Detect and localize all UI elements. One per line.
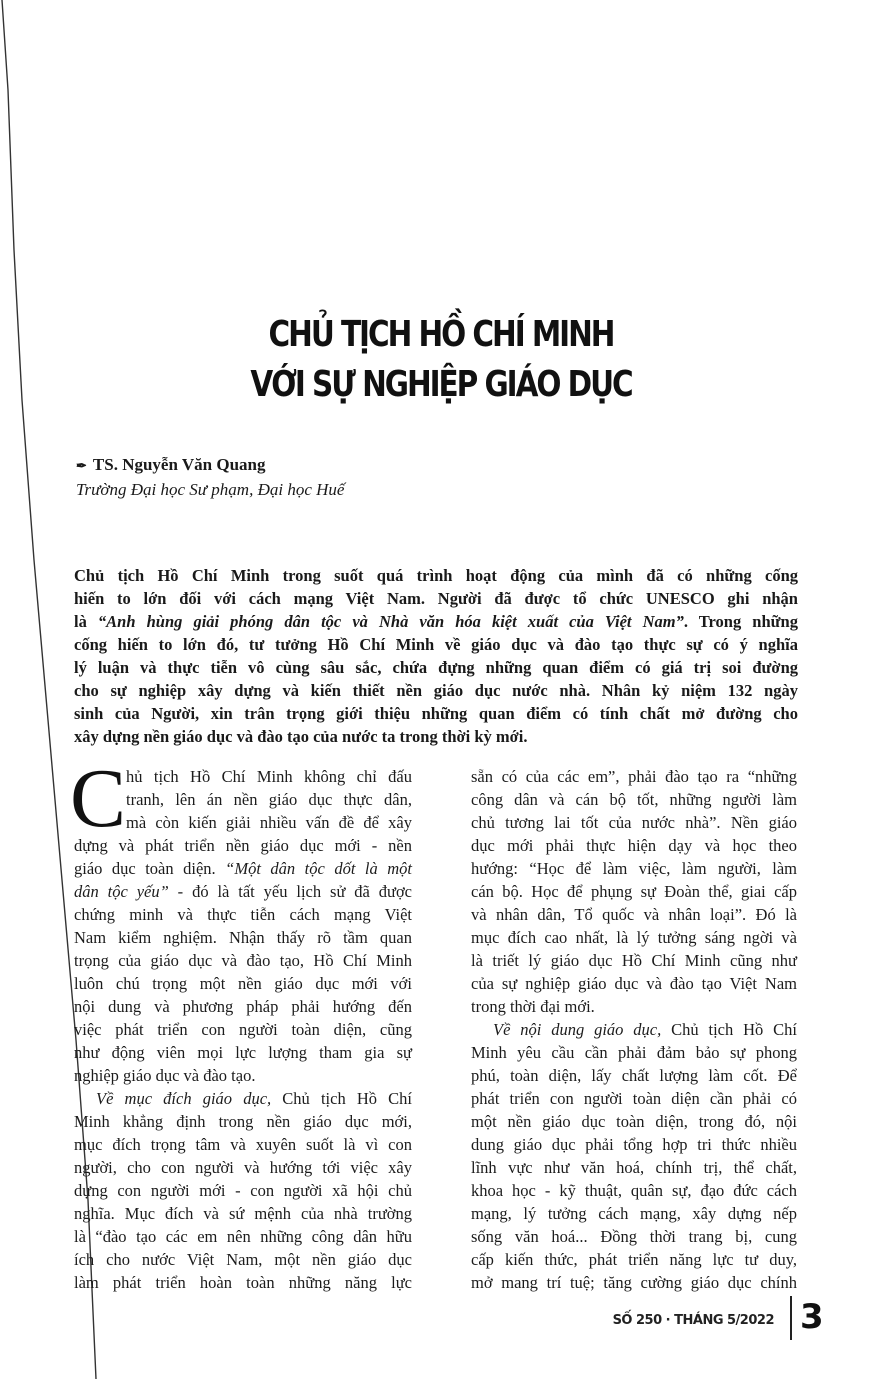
body-line: nghiệp giáo dục và đào tạo. <box>74 1066 256 1085</box>
page-number: 3 <box>800 1297 824 1337</box>
body-line: luôn chú trọng một nền giáo dục mới với <box>74 974 412 993</box>
abstract-text: là <box>74 612 98 631</box>
body-line: Nam kiểm nghiệm. Nhận thấy rõ tầm quan <box>74 928 412 947</box>
body-line: Minh khẳng định trong nền giáo dục mới, <box>74 1112 412 1131</box>
body-line: sống văn hoá... Đồng thời trang bị, cung <box>471 1227 797 1246</box>
abstract-line: Chủ tịch Hồ Chí Minh trong suốt quá trình hoạt động của mình đã có những cống <box>74 566 798 585</box>
body-line: khoa học - kỹ thuật, quân sự, đạo đức cách <box>471 1181 797 1200</box>
body-line: hướng: “Học để làm việc, làm người, làm <box>471 859 797 878</box>
drop-cap: C <box>70 752 127 845</box>
body-line: việc phát triển con người toàn diện, cũng <box>74 1020 412 1039</box>
body-line: mà còn kiến giải nhiều vấn đề để xây <box>126 813 412 832</box>
body-line: dục mới phải thực hiện dạy và học theo <box>471 836 797 855</box>
body-line: mạng, lý tưởng cách mạng, xây dựng nếp <box>471 1204 797 1223</box>
abstract-line <box>74 610 798 633</box>
body-quote: “Một dân tộc dốt là một <box>225 859 412 878</box>
pen-icon: ✒ <box>76 458 87 473</box>
body-line: phú, toàn diện, lấy chất lượng làm cốt. Để <box>471 1066 797 1085</box>
body-line <box>74 880 412 903</box>
body-line: công dân và cán bộ tốt, những người làm <box>471 790 797 809</box>
issue-label: SỐ 250 · THÁNG 5/2022 <box>612 1313 774 1328</box>
body-line: dựng con người mới - con người xã hội chủ <box>74 1181 412 1200</box>
body-quote: dân tộc yếu” <box>74 882 169 901</box>
body-column-right <box>471 765 797 1294</box>
abstract <box>74 564 798 748</box>
body-line: mục đích cao nhất, là lý tưởng sáng ngời và <box>471 928 797 947</box>
body-line: lĩnh vực như văn hoá, chính trị, thể chất, <box>471 1158 797 1177</box>
body-line: mở mang trí tuệ; tăng cường giáo dục chính <box>471 1273 797 1292</box>
abstract-text: . Trong những <box>683 612 798 631</box>
body-line <box>74 857 412 880</box>
body-line: là “đào tạo các em nên những công dân hữu <box>74 1227 412 1246</box>
body-text: Chủ tịch Hồ Chí <box>271 1089 412 1108</box>
abstract-line: sinh của Người, xin trân trọng giới thiệu những quan điểm có tính chất mở đường cho <box>74 704 798 723</box>
abstract-line: lý luận và thực tiễn vô cùng sâu sắc, chứa đựng những quan điểm có giá trị soi đường <box>74 658 798 677</box>
author-byline <box>76 455 266 475</box>
body-line: tranh, lên án nền giáo dục thực dân, <box>126 790 412 809</box>
body-line: Minh yêu cầu cần phải đảm bảo sự phong <box>471 1043 797 1062</box>
body-text: giáo dục toàn diện. <box>74 859 226 878</box>
body-text: - đó là tất yếu lịch sử đã được <box>168 882 412 901</box>
body-line: và nhân dân, Tổ quốc và nhân loại”. Đó là <box>471 905 797 924</box>
body-line: chứng minh và thực tiễn cách mạng Việt <box>74 905 412 924</box>
body-column-left <box>74 765 412 1294</box>
body-line: của sự nghiệp giáo dục và đào tạo Việt Nam <box>471 974 797 993</box>
footer-divider <box>790 1296 792 1340</box>
body-line: làm phát triển hoàn toàn những năng lực <box>74 1273 412 1292</box>
body-line: chủ tương lai tốt của nước nhà”. Nền giáo <box>471 813 797 832</box>
body-text: Chủ tịch Hồ Chí <box>661 1020 797 1039</box>
abstract-quote: “Anh hùng giải phóng dân tộc và Nhà văn hóa kiệt xuất của Việt Nam” <box>97 612 684 631</box>
article-title-line-2: VỚI SỰ NGHIỆP GIÁO DỤC <box>250 364 632 405</box>
abstract-line: cống hiến to lớn đó, tư tưởng Hồ Chí Minh về giáo dục và đào tạo thực sự có ý nghĩa <box>74 635 798 654</box>
section-lead: Về nội dung giáo dục, <box>493 1020 662 1039</box>
body-line: trong thời đại mới. <box>471 997 595 1016</box>
body-line: người, cho con người và hướng tới việc xây <box>74 1158 412 1177</box>
body-line <box>74 1087 412 1110</box>
author-name: TS. Nguyễn Văn Quang <box>92 455 266 474</box>
abstract-line: hiến to lớn đối với cách mạng Việt Nam. Người đã được tổ chức UNESCO ghi nhận <box>74 589 798 608</box>
body-line <box>471 1018 797 1041</box>
body-line: là triết lý giáo dục Hồ Chí Minh cũng như <box>471 951 797 970</box>
body-line: trọng của giáo dục và đào tạo, Hồ Chí Minh <box>74 951 412 970</box>
author-affiliation: Trường Đại học Sư phạm, Đại học Huế <box>76 480 345 499</box>
body-line: một nền giáo dục toàn diện, trong đó, nội <box>471 1112 797 1131</box>
body-line: hủ tịch Hồ Chí Minh không chỉ đấu <box>126 767 412 786</box>
body-line: như động viên mọi lực lượng tham gia sự <box>74 1043 412 1062</box>
body-line: cấp kiến thức, phát triển năng lực tư duy, <box>471 1250 797 1269</box>
body-line: nội dung và phương pháp phải hướng đến <box>74 997 412 1016</box>
body-line: dựng và phát triển nền giáo dục mới - nền <box>74 836 412 855</box>
article-title-line-1: CHỦ TỊCH HỒ CHÍ MINH <box>268 314 614 355</box>
section-lead: Về mục đích giáo dục, <box>96 1089 272 1108</box>
body-line: sẵn có của các em”, phải đào tạo ra “những <box>471 767 797 786</box>
body-line: phát triển con người toàn diện cần phải có <box>471 1089 797 1108</box>
body-line: mục đích trọng tâm và xuyên suốt là vì con <box>74 1135 412 1154</box>
body-line: dung giáo dục phải tổng hợp tri thức nhiều <box>471 1135 797 1154</box>
body-line: cán bộ. Học để phụng sự Đoàn thể, giai cấp <box>471 882 797 901</box>
abstract-line: cho sự nghiệp xây dựng và kiến thiết nền giáo dục nước nhà. Nhân kỷ niệm 132 ngày <box>74 681 798 700</box>
abstract-line: xây dựng nền giáo dục và đào tạo của nước ta trong thời kỳ mới. <box>74 727 528 746</box>
body-line: nghĩa. Mục đích và sứ mệnh của nhà trường <box>74 1204 412 1223</box>
body-line: ích cho nước Việt Nam, một nền giáo dục <box>74 1250 412 1269</box>
